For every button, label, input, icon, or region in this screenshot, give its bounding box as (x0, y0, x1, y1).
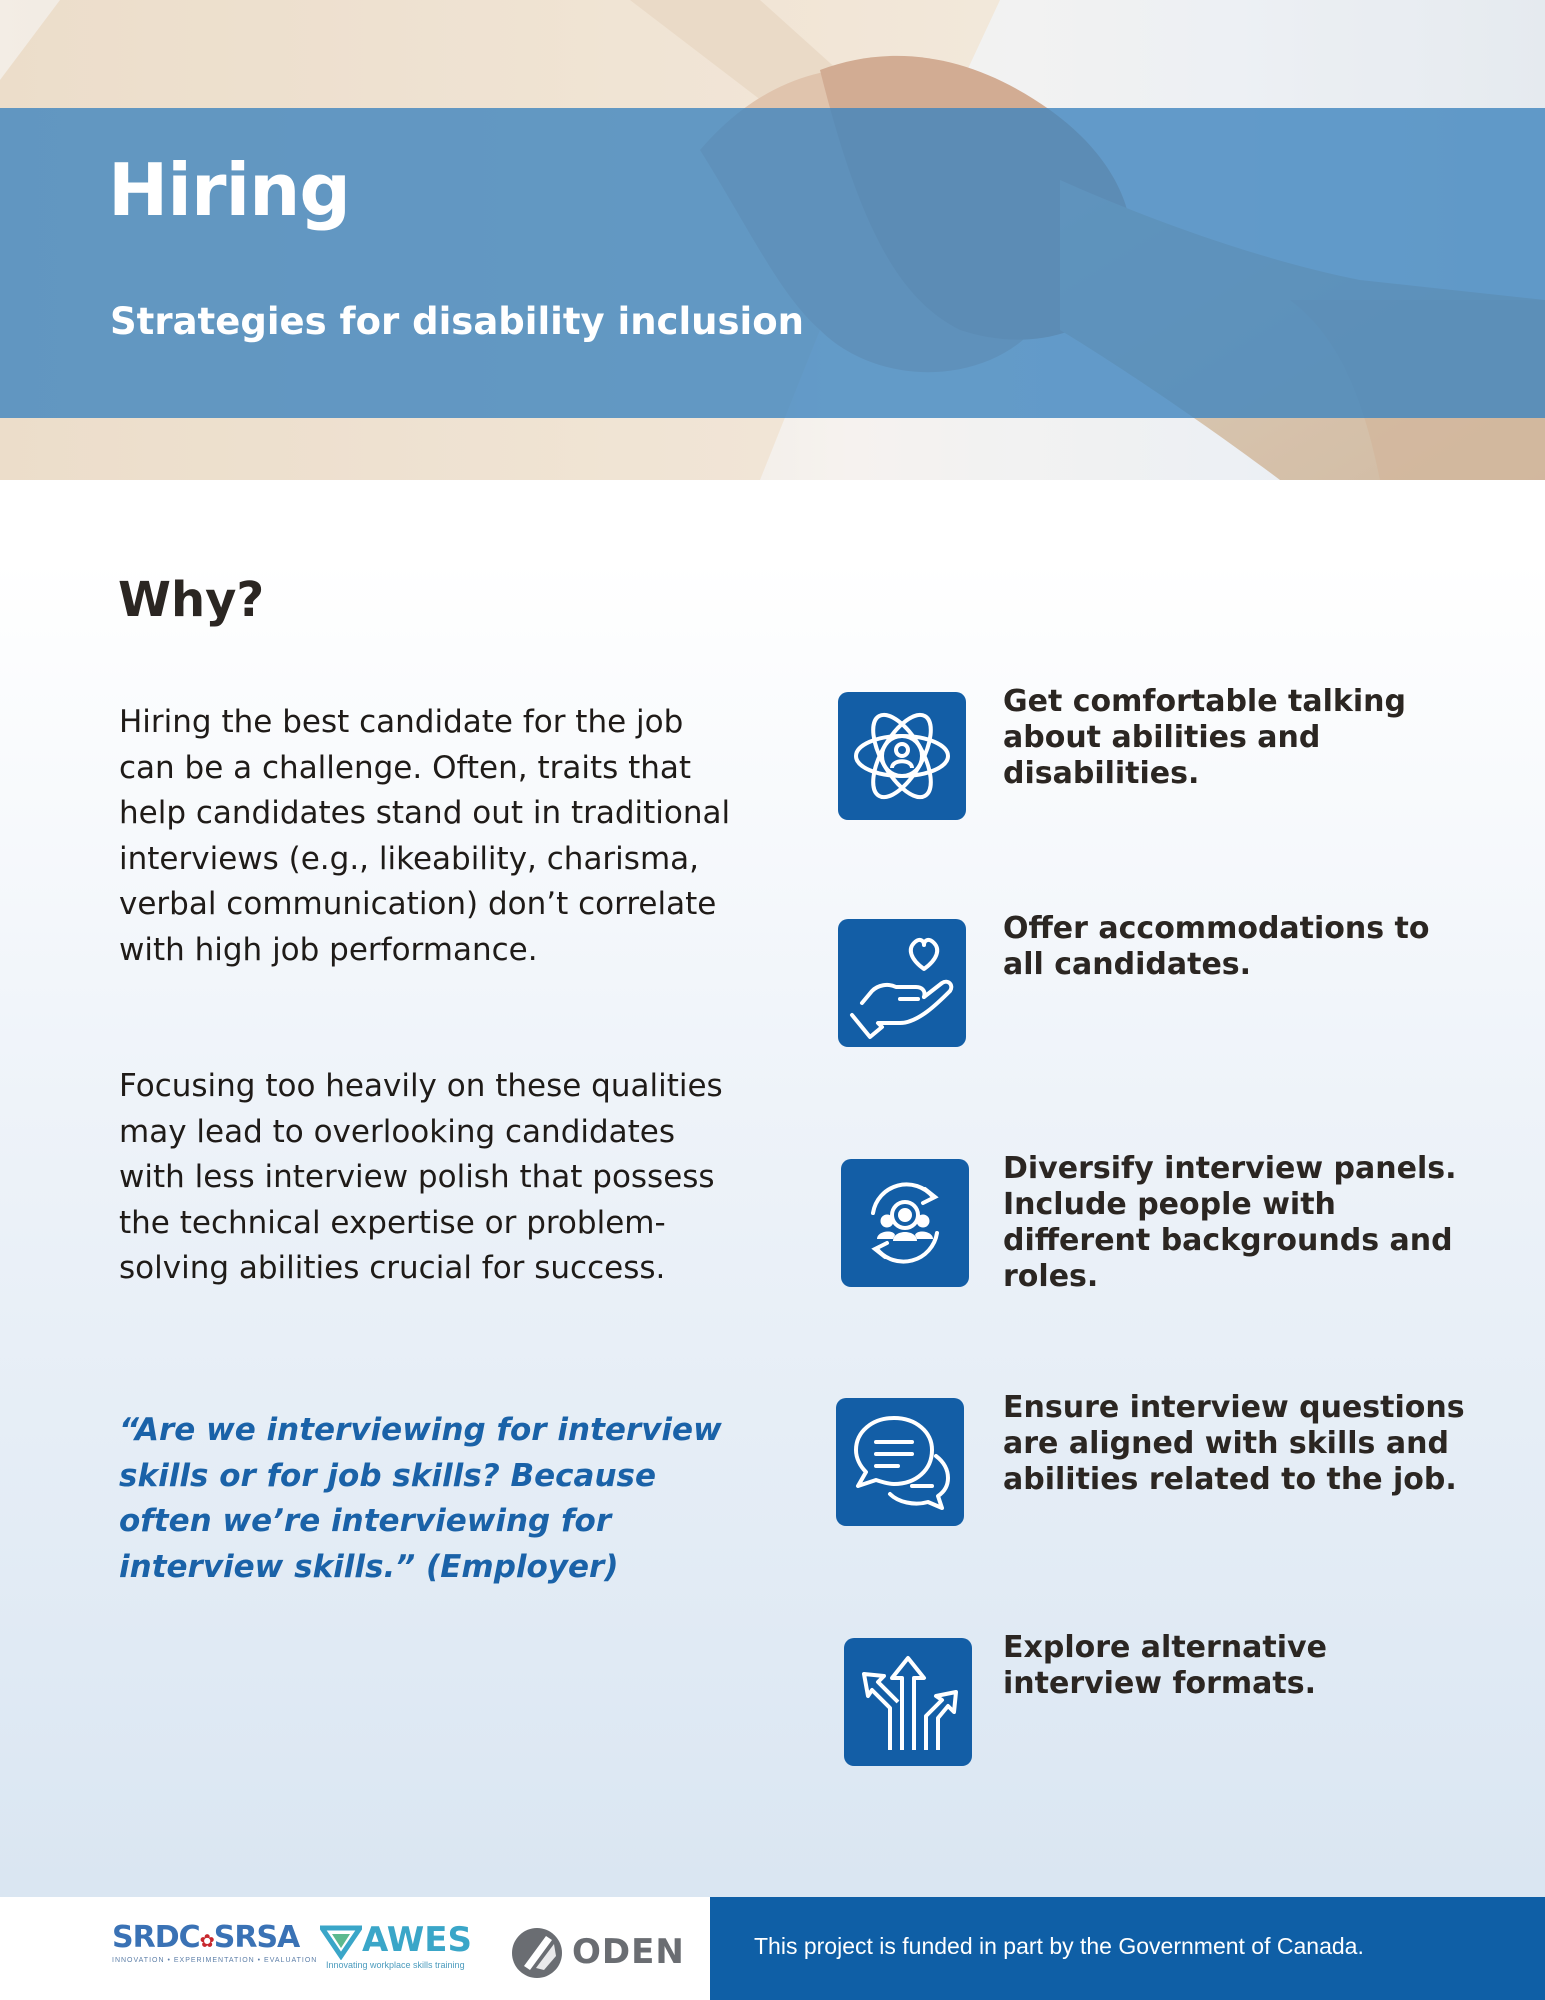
atom-person-icon (838, 692, 966, 820)
branching-arrows-icon (844, 1638, 972, 1766)
strategy-icon-box (838, 692, 966, 820)
srdc-logo-text: SRDC (112, 1920, 200, 1955)
srdc-tagline: INNOVATION • EXPERIMENTATION • EVALUATION (112, 1957, 318, 1964)
strategy-text: Offer accommodations to all candidates. (1003, 911, 1430, 982)
strategy-icon-box (844, 1638, 972, 1766)
why-heading: Why? (118, 572, 265, 628)
page-subtitle: Strategies for disability inclusion (110, 300, 804, 343)
awes-logo (320, 1920, 472, 1970)
hero-banner (0, 0, 1545, 480)
strategy-text: Get comfortable talking about abilities and disabilities. (1003, 684, 1406, 791)
strategy-icon-box (841, 1159, 969, 1287)
srsa-logo-text: SRSA (213, 1920, 300, 1955)
awes-tagline: Innovating workplace skills training (326, 1960, 465, 1970)
hand-heart-icon (838, 919, 966, 1047)
page-title: Hiring (108, 148, 350, 232)
srdc-logo (112, 1920, 317, 1964)
chat-bubbles-icon (836, 1398, 964, 1526)
why-paragraph-2: Focusing too heavily on these qualities may lead to overlooking candidates with less interview polish that possess the technical expertise or problem-solving abilities crucial for success. (119, 1068, 723, 1286)
group-cycle-icon (841, 1159, 969, 1287)
maple-leaf-icon: ✿ (199, 1931, 214, 1952)
strategy-text: Explore alternative interview formats. (1003, 1630, 1327, 1701)
strategy-icon-box (836, 1398, 964, 1526)
awes-logo-text: AWES (362, 1920, 473, 1960)
funding-statement: This project is funded in part by the Government of Canada. (754, 1933, 1364, 1959)
oden-mark-icon (510, 1926, 564, 1980)
strategy-icon-box (838, 919, 966, 1047)
footer-funding-band (710, 1897, 1545, 2000)
awes-mark-icon (320, 1924, 362, 1960)
strategy-text: Diversify interview panels. Include people with different backgrounds and roles. (1003, 1151, 1457, 1294)
oden-logo-text: ODEN (572, 1932, 685, 1972)
why-paragraph-1: Hiring the best candidate for the job can be a challenge. Often, traits that help candidates stand out in traditional interviews (e.g., likeability, charisma, verbal communication) don’t correlate with high job performance. (119, 704, 731, 968)
employer-quote: “Are we interviewing for interview skills or for job skills? Because often we’re interviewing for interview skills.” (Employer) (119, 1412, 722, 1585)
strategy-text: Ensure interview questions are aligned with skills and abilities related to the job. (1003, 1390, 1465, 1497)
oden-logo (510, 1926, 685, 1985)
